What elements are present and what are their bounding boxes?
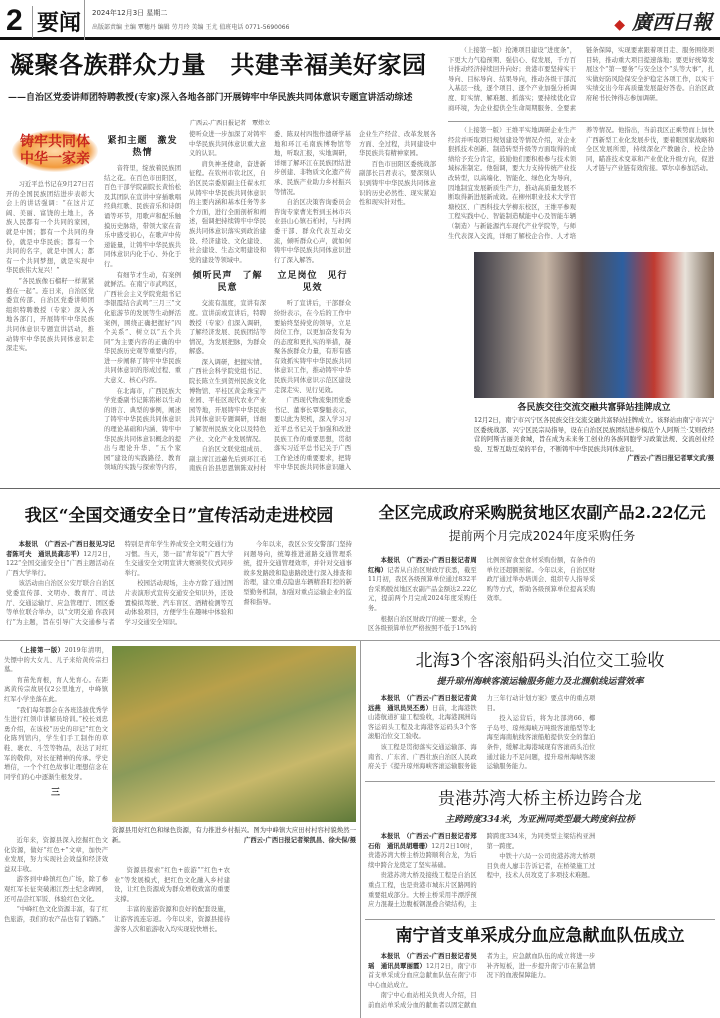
photo-caption (112, 826, 356, 845)
nanning-headline: 南宁首支单采成分血应急献血队伍成立 (395, 926, 685, 946)
dateline: 本报讯 （广西云-广西日报记者黄远燕 通讯员吴丕勇） (368, 695, 477, 712)
beihai-headline: 北海3个客滚船码头泊位交工验收 (415, 651, 665, 671)
paragraph: 12月2日10时，贵港苏湾大桥主桥边跨顺利合龙，为后续中跨合龙奠定了坚实基础。 (368, 842, 477, 869)
logo-mark-icon: ◆ (614, 17, 626, 33)
paragraph: 音符里，绽放着民族团结之花。在百色市田阳区，百色干部学院副院长黄怡松及其团队在宣讲中穿插歌唱经典红歌、民族音乐和诗朗诵等环节，用歌声和配乐触摸历史脉络，带领大家在音乐中感受初心，在歌声中传递能量，让铸牢中华民族共同体意识内化于心、外化于行。 (104, 165, 181, 268)
lead-body (6, 180, 94, 480)
paragraph: 在北海市，广西民族大学党委副书记陈铭彬以生动的语言、典型的事例，阐述了铸牢中华民族共同体意识的理论基础和内涵、铸牢中华民族共同体意识概念的提出与理论升华、“五个家园”建设的实践路径、教育领域的实践与探索等内容，使听众进一步加深了对铸牢中华民族共同体意识重大意义的认识。 (104, 131, 266, 472)
procurement-headline: 全区完成政府采购脱贫地区农副产品2.22亿元 (378, 503, 706, 522)
paragraph: （上接第一版）抢滩项目建设“进度条”，下更大力气稳预期、强信心、促发展，千方百计推动经济持续回升向好；贵港市要坚持实干导向、目标导向、结果导向，推动各级干部沉入基层一线，逐个项目、逐个产业加强分析调度、盯实情、解难题、抓落实；要持续优化营商环境，为企业提供全生命周期服务、全要素链条保障，实现要素跟着项目走、服务围绕项目转，推动重大项目提速落地；要更好统筹发展这个“第一要务”与安全这个“头等大事”，扎实做好防风险保安全护稳定各项工作，以实干实绩交出今年高质量发展最好答卷。自治区政府秘书长钟得志参加调研。 (448, 47, 714, 112)
paragraph: 记者从自治区财政厅获悉，截至11月初，我区各级预算单位通过832平台采购脱贫地区农副产品金额达2.22亿元，提前两个月完成2024年度采购任务。 (368, 566, 477, 612)
paragraph: 百色市田阳区委统战部副部长吕君表示，要深刻认识到铸牢中华民族共同体意识的历史必然性、现实紧迫性和现实针对性。 (359, 160, 436, 207)
paragraph: 听了宣讲后，干部群众纷纷表示，在今后的工作中要始终坚持党的领导，立足岗位工作，以更加奋发有为的态度和更扎实的举措，凝聚各族群众力量，有形有感有效抓实铸牢中华民族共同体意识工作，推动铸牢中华民族共同体意识示范区建设走深走实、见行见效。 (274, 300, 351, 394)
beihai-subtitle: 提升琼州海峡客滚运输服务能力及北涠航线运营效率 (436, 677, 644, 687)
paragraph: 今年以来，我区公安交警部门坚持问题导向，统筹推进道路交通管理系统，提升交通管理效率，并针对交通事故多发路段和隐患路段进行深入排查和治理，建立重点隐患车辆精准盯控的新型勤务机制，加强对重点运输企业的监督和指导。 (243, 541, 352, 606)
traffic-body (6, 540, 352, 636)
village-aerial-photo (112, 646, 356, 822)
issue-date: 2024年12月3日 星期二 (92, 9, 168, 17)
dateline: 本报讯 （广西云-广西日报记者郑石佑 通讯员胡珊珊） (368, 833, 477, 850)
page-header (0, 0, 720, 40)
paragraph: 深入调研，把握实情。广西社会科学院党组书记、院长陈立生到贺州民族文化博物馆、平桂区黄金珠宝产业园、平桂区现代农业产业园等地，开展铸牢中华民族共同体意识专题调研，详细了解贺州民族文化以及特色产业、文化产业发展情况。 (189, 358, 266, 443)
event-photo (474, 252, 714, 398)
paragraph: 有细节才生动，有案例就鲜活。在南宁市武鸣区，广西社会主义学院党组书记李银霞结合武鸣“三月三”文化旅游节的发展等生动鲜活案例，围绕正确把握好“四个关系”、树立以“五个共同”为主要内容的正确的中华民族历史观等重要内容，进一步阐释了铸牢中华民族共同体意识的形成过程、重大意义、核心内容。 (104, 271, 181, 385)
paragraph: 自治区决策咨询委员会咨询专家曹光哲到玉林市兴业县山心镇石柏村，与村两委干部、群众代表互动交流，倾听群众心声，就如何铸牢中华民族共同体意识进行了深入解答。 (274, 199, 351, 264)
caption-text: 12月2日，南宁市兴宁区各民族交往交流交融共富驿站挂牌成立。该驿站由南宁市兴宁区委统战部、兴宁区民宗局指导，设在自治区民族团结进步模范个人阿斯兰·艾则孜经营的阿斯古丽美食城，旨在成为未来务工创业的各族同胞学习政策法规、交流创业经验、互帮互助互荣的平台，不断铸牢中华民族共同体意识。 (474, 417, 714, 453)
lead-byline: 广西云-广西日报记者 覃炜立 (190, 120, 271, 127)
paragraph: 中铁十六局一公司贵港苏湾大桥项目负责人廖丰告诉记者，在桥梁施工过程中，技术人员攻克了多项技术难题。 (486, 853, 596, 880)
photo-credit: 广西云-广西日报记者覃文武/摄 (627, 455, 714, 462)
paragraph: 近年来，资源县深入挖掘红色文化资源，做好“红色+”文章，加快产业发展，努力实现社会效益和经济效益双丰收。 (4, 837, 108, 873)
red-culture-body-3 (114, 866, 356, 1014)
traffic-headline: 我区“全国交通安全日”宣传活动走进校园 (24, 506, 334, 526)
paragraph: 2019年清明，失镖中的大女儿、儿子来给黄传宗扫墓。 (4, 647, 108, 674)
guigang-subtitle: 主跨跨度334米，为亚洲同类型最大跨度斜拉桥 (445, 815, 635, 825)
continued-label: （上接第一版） (16, 647, 65, 654)
paragraph: 资源县探索“红色+旅游”“红色+农业”等发展模式，把红色文化融入乡村建设，让红色资源成为群众增收致富的重要支撑。 (114, 867, 230, 903)
page-number: 2 (6, 4, 23, 37)
red-culture-body-2 (4, 836, 108, 1016)
lead-body-columns (104, 130, 436, 482)
paragraph: 12月2日，南宁市首支单采成分血应急献血队伍在南宁市中心血站成立。 (368, 962, 477, 989)
divider (365, 919, 715, 920)
beihai-body (368, 694, 714, 778)
section-heading: 立足岗位 见行见效 (277, 271, 348, 294)
logo-text: 廣西日報 (632, 10, 712, 34)
paragraph: 12月2日，122“全国交通安全日”广西主题活动在广西大学举行。 (6, 550, 115, 577)
section-numeral: 三 (50, 788, 61, 799)
paragraph: 贵港苏湾大桥及接线工程是自治区重点工程，也是贵港市城东片区路网的重要组成部分。大桥主桥采用半漂浮预应力混凝土边腹板钢混叠合梁结构，主跨跨度334米，为同类型主梁结构亚洲第一跨度。 (368, 833, 596, 909)
newspaper-logo (614, 6, 712, 35)
guigang-body (368, 832, 714, 916)
procurement-subtitle: 提前两个月完成2024年度采购任务 (448, 529, 636, 543)
continued-article-1 (448, 46, 714, 118)
paragraph: 广西现代物流集团党委书记、董事长覃黎魁表示，要以此为契机，深入学习习近平总书记关于加强和改进民族工作的重要思想，贯彻落实习近平总书记关于广西工作论述的重要要求，把铸牢中华民族共同体意识融入企业生产经营、改革发展各方面、全过程，共同建设中华民族共有精神家园。 (274, 131, 436, 472)
caption-text: 资源县用好红色和绿色资源，有力推进乡村振兴。图为中峰镇大应田村村容村貌焕然一新。 (112, 827, 356, 844)
paragraph: 育苗先育根，育人先育心。在距离黄传宗故居仅2公里地方，中峰镇红军小学坐落在此。 (4, 676, 108, 703)
continued-article-2 (448, 126, 714, 248)
guigang-headline: 贵港苏湾大桥主桥边跨合龙 (438, 789, 642, 809)
paragraph: 南宁中心血站相关负责人介绍，目前血站单采成分血的献血者以固定献血者为主，应急献血队伍的成立将进一步补齐短板，进一步提升南宁市在紧急情况下的血液保障能力。 (368, 953, 596, 1009)
editors-line: 出版部责编 主编 覃穗丹 编辑 劳月玲 美编 王尤 值班电话 0771-5690066 (92, 24, 290, 31)
column-badge (12, 130, 98, 172)
paragraph: 肩负神圣使命，奋进新征程。在钦州市钦北区，自治区民宗委原副主任翟永红从铸牢中华民族共同体意识的主要内涵和基本任务等多个方面，进行全面剖析和阐述，强调把持续铸牢中华民族共同体意识落实到政治建设、经济建设、文化建设、社会建设、生态文明建设和党的建设等领域中。 (189, 160, 266, 264)
badge-line-2: 中华一家亲 (20, 151, 90, 167)
section-name: 要闻 (32, 6, 81, 38)
nanning-body (368, 952, 714, 1016)
column-divider (360, 640, 361, 1018)
paragraph: 校园活动现场，主办方除了通过图片表演形式宣传交通安全知识外，还设置模拟驾驶、汽车盲区、酒精检测等互动体验项目，方便学生在趣味中体验和学习交通安全知识。 (124, 580, 234, 626)
section-heading: 倾听民声 了解民意 (192, 271, 263, 294)
paragraph: 该活动由自治区公安厅联合自治区党委宣传部、文明办、教育厅、司法厅、交通运输厅、应急管理厅、团区委等单位联合举办，以“文明交通 你我同行”为主题，旨在引导广大交通参与者特别是青年学生养成安全文明交通行为习惯。当天，第一届“青年说”广西大学生交通安全文明宣讲大赛颁奖仪式同步举行。 (6, 541, 234, 626)
paragraph: “中峰红色文化资源丰富，有了红色旅游，我们的农产品也有了销路。” (4, 906, 108, 923)
dateline: 本报讯 （广西云-广西日报记者吴瑶 通讯员覃丽霞） (368, 953, 477, 970)
paragraph: 该工程是贯彻落实交通运输部、海南省、广东省、广西壮族自治区人民政府关于《提升琼州海峡客滚运输服务能力三年行动计划方案》要点中的重点项目。 (368, 695, 596, 771)
divider (0, 488, 720, 489)
paragraph: 根据自治区财政厅的统一要求，全区各级预算单位严格按照不低于15%的比例预留食堂食材采购份额，有条件的单位还超额预留。今年以来，自治区财政厅通过举办培训会、组织专人指导采购等方式，帮助各级预算单位提高采购效率。 (368, 557, 596, 633)
procurement-body (368, 556, 714, 636)
dateline: 本报讯 （广西云-广西日报见习记者陈可夫 通讯员龚志平） (6, 541, 115, 558)
paragraph: 游客到中峰镇红色广场，除了参观红军长征突破湘江烈士纪念碑园，还可品尝红军饭、体验红色文化。 (4, 876, 108, 903)
paragraph: 丰富的旅游资源和良好的配套设施，让游客流连忘返。今年以来，资源县接待游客人次和旅游收入均实现较快增长。 (114, 906, 230, 933)
header-divider (84, 0, 85, 40)
paragraph: 日前，北海港铁山港航道扩建工程验收，北海港涠洲岛客运码头工程及北海港客运码头3个客滚船泊位交工验收。 (368, 704, 477, 741)
lead-subtitle: ——自治区党委讲师团特聘教授(专家)深入各地各部门开展铸牢中华民族共同体意识专题宣讲活动综述 (8, 93, 413, 103)
paragraph: “我们每年都会在各班选拔优秀学生进行红领巾讲解员培训。”校长刘忠勇介绍，在该校“历史的印记”红色文化陈列馆内，学生们手工制作的草鞋、裹衣、斗笠等物品，表达了对红军的敬仰，对长征精神的传承。学史增信，一个个红色故事让理想信念在同学们的心中逐渐生根发芽。 (4, 706, 108, 781)
paragraph: 交流有温度，宣讲有深度。宣讲前或宣讲后，特聘教授（专家）们深入调研，了解经济发展、民族团结等情况，为发展把脉，为群众解惑。 (189, 300, 266, 356)
badge-line-1: 铸牢共同体 (20, 134, 90, 150)
photo-caption (474, 416, 714, 464)
photo-title: 各民族交往交流交融共富驿站挂牌成立 (517, 403, 671, 413)
paragraph: 自治区文联党组成员、副主席江远蕙先后到环江毛南族自治县思恩镇陈双村村委、陈双村四饱作遗研学基地和环江毛南族博物馆等地，听取汇报，实地调研，详细了解环江在民族团结进步创建、非物质文化遗产传承、民族产业助力乡村振兴等情况。 (189, 131, 351, 473)
divider (448, 121, 714, 122)
paragraph: 投入运营后，将为北部湾66、椰子岛号、琼州海峡万吨级客滚船型等北海至海南航线客滚船舶提供安全的靠泊条件，缓解北海港域现有客滚码头泊位通过能力不足问题，提升琼州海峡客滚运输服务能力。 (486, 715, 596, 771)
red-culture-body (4, 646, 108, 824)
dateline: 本报讯 （广西云-广西日报记者周红梅） (368, 557, 477, 574)
section-heading: 紧扣主题 激发热情 (107, 136, 178, 158)
photo-credit: 广西云-广西日报记者梁凯昌、徐夫保/摄 (244, 836, 356, 844)
paragraph: “各民族像石榴籽一样紧紧抱在一起”。连日来，自治区党委宣传部、自治区党委讲师团组织特聘教授（专家）深入各地各部门，开展铸牢中华民族共同体意识专题宣讲活动，推动铸牢中华民族共同体意识走深走实。 (6, 277, 94, 353)
paragraph: 习近平总书记在9月27日召开的全国民族团结进步表彰大会上的讲话强调：“在这片辽阔、美丽、富饶的土地上，各族人民都有一个共同的家园，就是中国；都有一个共同的身份，就是中华民族；都有一个共同的名字，就是中国人；都有一个共同梦想，就是实现中华民族伟大复兴！” (6, 181, 94, 275)
divider (365, 781, 715, 782)
lead-headline: 凝聚各族群众力量 共建幸福美好家园 (10, 51, 427, 79)
paragraph: （上接第一版）王维平实地调研企业生产经营并听取项目规划建设等情况介绍，对企业狠抓技术创新、制造转型升级等方面取得的成绩给予充分肯定，鼓励他们要积极参与技术领域标准制定。他强调，要大力支持传统产业技改转型，以高端化、智能化、绿色化为导向，因地制宜发展新质生产力，推动高质量发展不断取得新进展新成效。在柳州职业技术大学官塘校区、广西科技大学柳东校区，王维平参观工程实践中心、智能制造赋能中心及智能车辆（制造）与新能源汽车现代产业学院等，与师生代表深入交流，详细了解校企合作、人才培养等情况。他指出，当前我区正乘势而上加快广西新型工业化发展步伐，要着眼国家战略和全区发展所需，持续深化产教融合、校企协同，瞄准技术变革和产业优化升级方向，促进人才链与产业链有效衔接。覃尔卓参加活动。 (448, 127, 714, 240)
